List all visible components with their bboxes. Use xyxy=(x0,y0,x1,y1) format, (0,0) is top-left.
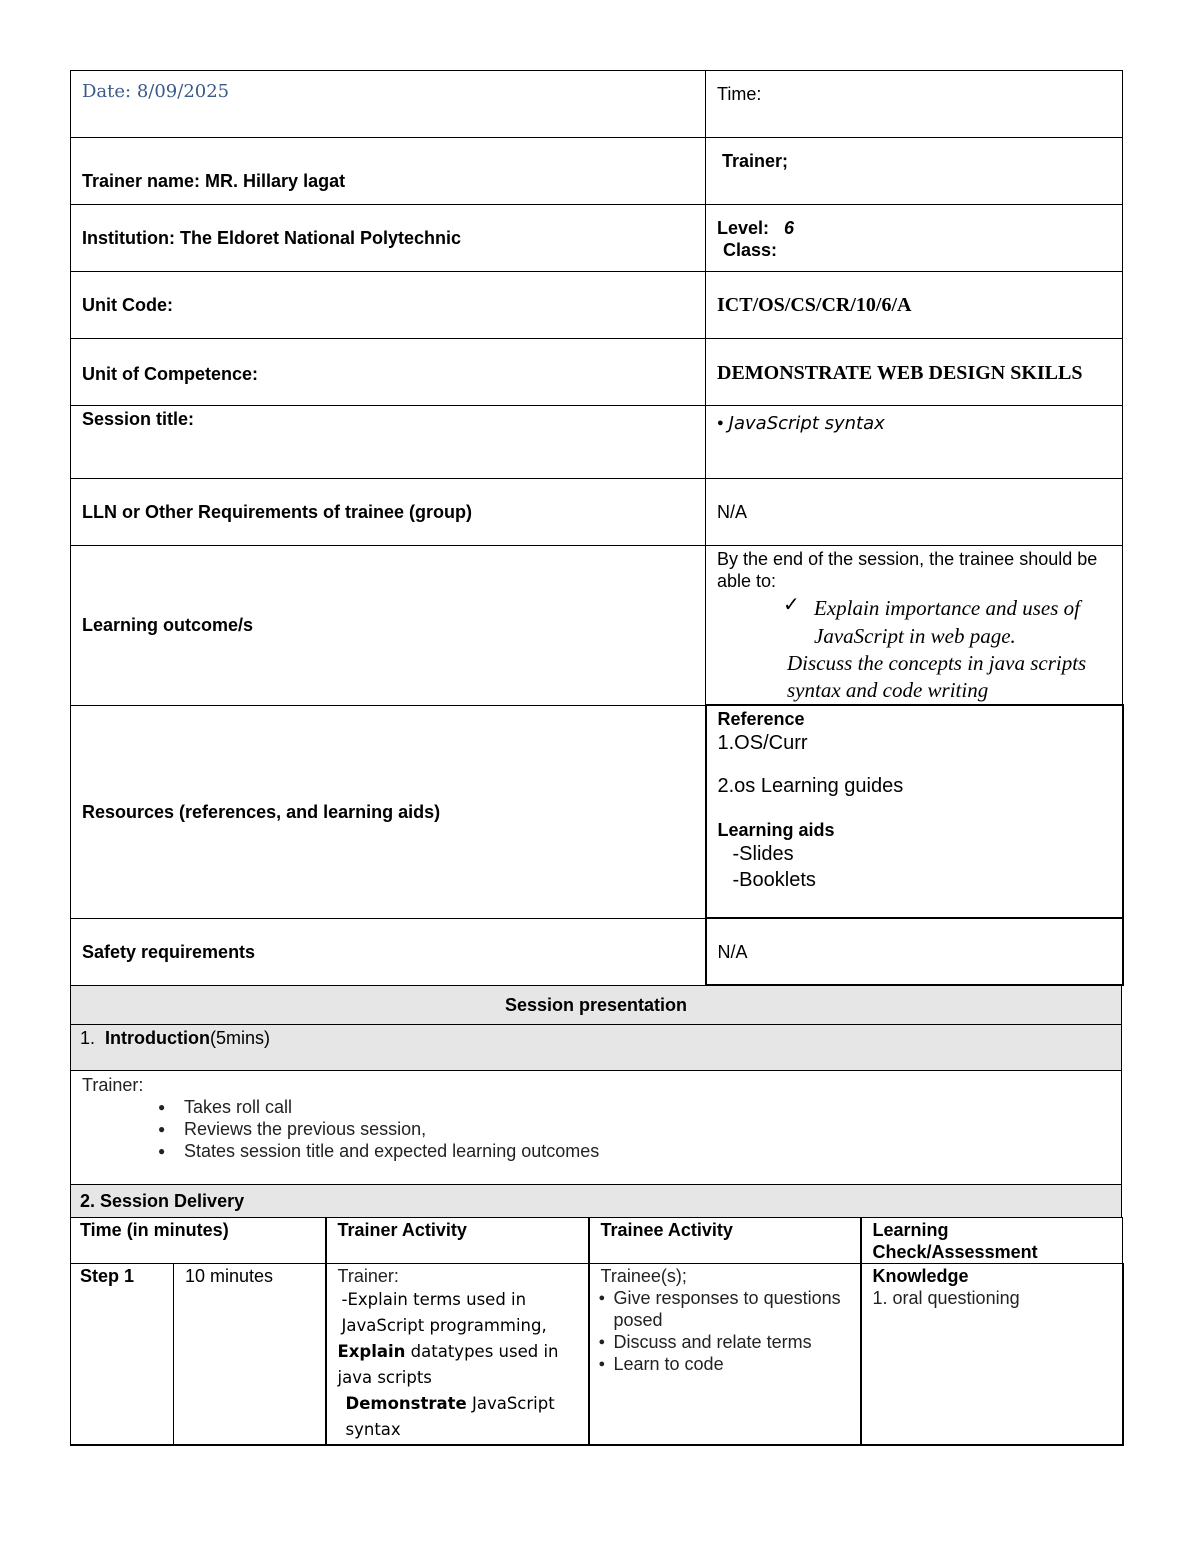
reference-1: 1.OS/Curr xyxy=(717,732,808,754)
col-time-header: Time (in minutes) xyxy=(71,1218,326,1264)
unit-competence-label: Unit of Competence: xyxy=(71,339,706,406)
trainer-name-cell: Trainer name: MR. Hillary lagat xyxy=(71,138,706,205)
session-delivery-table xyxy=(70,1217,1124,1446)
trainer-row xyxy=(71,138,1123,205)
learning-aids-heading: Learning aids xyxy=(717,820,835,840)
bullet-icon: ● xyxy=(717,417,724,429)
level-line xyxy=(717,217,1111,239)
trainer-activity-line-2-text: datatypes used in java scripts xyxy=(337,1342,559,1387)
date-row xyxy=(71,71,1123,138)
col-check-header: Learning Check/Assessment xyxy=(861,1218,1123,1264)
reference-2: 2.os Learning guides xyxy=(717,775,904,797)
session-title-cell xyxy=(706,406,1123,479)
level-class-cell xyxy=(706,205,1123,272)
aid-1: -Slides xyxy=(732,843,794,865)
trainee-activity-cell xyxy=(589,1264,861,1445)
checkmark-icon: ✓ xyxy=(783,594,800,616)
outcome-1-text: Explain importance and uses of JavaScript in web page. xyxy=(814,596,1080,648)
resources-cell xyxy=(706,705,1123,918)
assessment-item: 1. oral questioning xyxy=(872,1288,1020,1308)
learning-outcomes-cell xyxy=(706,546,1123,706)
session-title-value: JavaScript syntax xyxy=(728,413,885,434)
list-item: ● Reviews the previous session, xyxy=(184,1118,1110,1140)
outcome-2: Discuss the concepts in java scripts syntax and code writing xyxy=(787,651,1087,702)
time-cell: Time: xyxy=(706,71,1123,138)
session-title-row xyxy=(71,406,1123,479)
unit-code-value: ICT/OS/CS/CR/10/6/A xyxy=(706,272,1123,339)
institution-cell: Institution: The Eldoret National Polytechnic xyxy=(71,205,706,272)
unit-competence-row xyxy=(71,339,1123,406)
date-cell: Date: 8/09/2025 xyxy=(71,71,706,138)
trainer-activity-line-3 xyxy=(338,1391,577,1443)
safety-label: Safety requirements xyxy=(71,918,706,985)
session-plan-document xyxy=(70,70,1122,1446)
list-item: ● States session title and expected learning outcomes xyxy=(184,1140,1110,1162)
col-trainer-header: Trainer Activity xyxy=(326,1218,589,1264)
list-item: ● Give responses to questions posed xyxy=(599,1287,849,1331)
trainer-activity-cell xyxy=(326,1264,589,1445)
unit-code-label: Unit Code: xyxy=(71,272,706,339)
level-label: Level: xyxy=(717,218,770,238)
delivery-header-row xyxy=(71,1218,1123,1264)
delivery-heading-row xyxy=(71,1185,1122,1218)
intro-activities-row xyxy=(71,1071,1122,1185)
col-trainee-header: Trainee Activity xyxy=(589,1218,861,1264)
trainer-activity-line-3-text: JavaScript syntax xyxy=(345,1394,555,1439)
learning-outcomes-label: Learning outcome/s xyxy=(71,546,706,706)
intro-duration: (5mins) xyxy=(210,1028,271,1048)
trainer-activity-line-2 xyxy=(338,1339,577,1391)
trainer-activity-line-2-bold: Explain xyxy=(337,1342,406,1361)
session-title-label: Session title: xyxy=(71,406,706,479)
intro-number: 1. xyxy=(80,1028,96,1048)
intro-activities-cell xyxy=(71,1071,1122,1185)
delivery-heading: 2. Session Delivery xyxy=(71,1185,1122,1218)
level-value: 6 xyxy=(784,218,795,238)
learning-outcomes-row xyxy=(71,546,1123,706)
resources-row xyxy=(71,705,1123,918)
assessment-heading: Knowledge xyxy=(872,1266,969,1286)
trainer-activity-label: Trainer: xyxy=(337,1266,399,1286)
trainee-activity-list xyxy=(599,1287,849,1375)
list-item: ● Takes roll call xyxy=(184,1096,1110,1118)
step-duration: 10 minutes xyxy=(174,1264,326,1445)
session-plan-header-table xyxy=(70,70,1124,986)
intro-list xyxy=(82,1096,1110,1162)
outcome-1 xyxy=(717,594,1111,650)
trainer-cell: Trainer; xyxy=(706,138,1123,205)
lln-row xyxy=(71,479,1123,546)
reference-heading: Reference xyxy=(717,709,805,729)
resources-label: Resources (references, and learning aids) xyxy=(71,705,706,918)
list-item: ● Learn to code xyxy=(599,1353,849,1375)
introduction-cell xyxy=(71,1025,1122,1071)
outcomes-intro: By the end of the session, the trainee should be able to: xyxy=(717,549,1098,591)
presentation-heading: Session presentation xyxy=(71,986,1122,1025)
lln-value: N/A xyxy=(706,479,1123,546)
trainer-activity-line-3-bold: Demonstrate xyxy=(345,1394,467,1413)
safety-value: N/A xyxy=(706,918,1123,985)
safety-row xyxy=(71,918,1123,985)
session-presentation-table xyxy=(70,985,1122,1218)
class-label: Class: xyxy=(723,240,778,260)
aid-2: -Booklets xyxy=(732,869,816,891)
trainer-activity-line-1: -Explain terms used in JavaScript programming, xyxy=(341,1290,547,1335)
institution-row xyxy=(71,205,1123,272)
lln-label: LLN or Other Requirements of trainee (group) xyxy=(71,479,706,546)
intro-trainer-label: Trainer: xyxy=(82,1075,144,1095)
unit-competence-value: DEMONSTRATE WEB DESIGN SKILLS xyxy=(706,339,1123,406)
intro-label: Introduction xyxy=(105,1028,211,1048)
step-1-row xyxy=(71,1264,1123,1445)
assessment-cell xyxy=(861,1264,1123,1445)
list-item: ● Discuss and relate terms xyxy=(599,1331,849,1353)
introduction-row xyxy=(71,1025,1122,1071)
step-label: Step 1 xyxy=(71,1264,174,1445)
presentation-heading-row xyxy=(71,986,1122,1025)
unit-code-row xyxy=(71,272,1123,339)
trainee-activity-label: Trainee(s); xyxy=(600,1266,687,1286)
